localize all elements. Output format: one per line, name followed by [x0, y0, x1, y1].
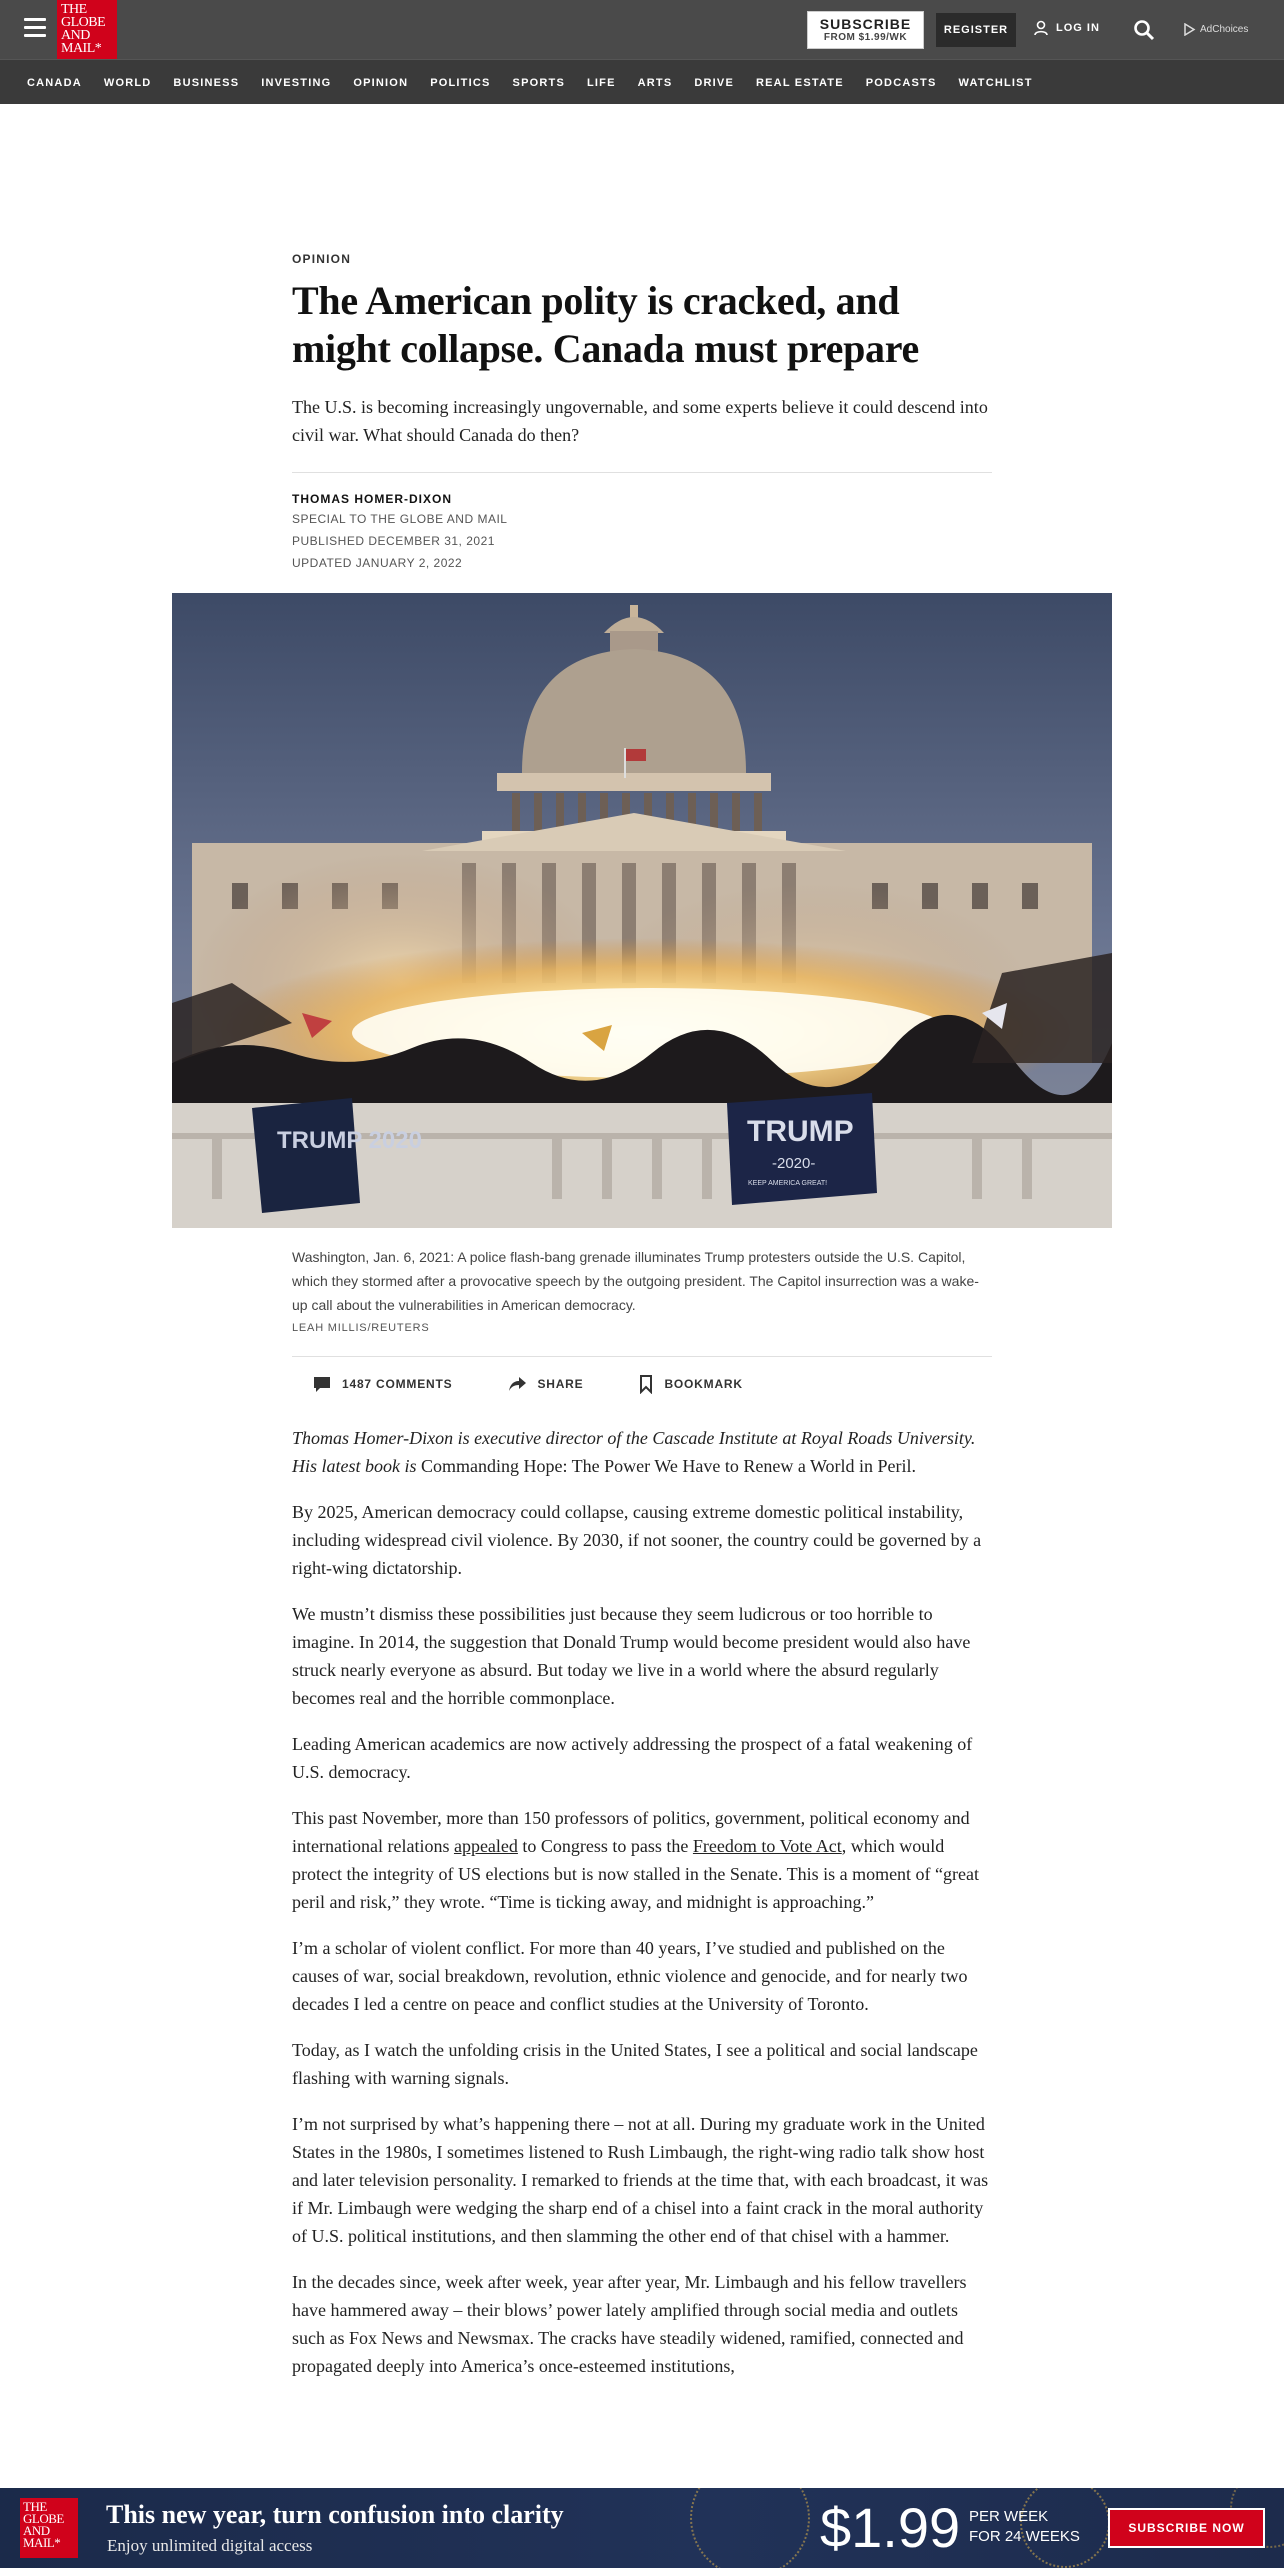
photo-banner-right-text-3: KEEP AMERICA GREAT!: [748, 1180, 828, 1187]
subscribe-now-button[interactable]: SUBSCRIBE NOW: [1108, 2508, 1265, 2548]
nav-item-podcasts[interactable]: PODCASTS: [865, 76, 937, 89]
lead-photo: [172, 593, 1112, 1228]
divider: [292, 1356, 992, 1357]
updated-date: UPDATED JANUARY 2, 2022: [292, 556, 463, 570]
photo-banner-right-text-1: TRUMP: [747, 1115, 854, 1148]
article-kicker[interactable]: OPINION: [292, 252, 352, 266]
nav-item-life[interactable]: LIFE: [586, 76, 616, 89]
share-icon: [507, 1375, 527, 1393]
bookmark-label: BOOKMARK: [664, 1377, 743, 1391]
search-icon[interactable]: [1133, 19, 1155, 41]
nav-item-opinion[interactable]: OPINION: [353, 76, 409, 89]
published-date: PUBLISHED DECEMBER 31, 2021: [292, 534, 495, 548]
bookmark-icon: [638, 1374, 654, 1394]
nav-item-arts[interactable]: ARTS: [637, 76, 673, 89]
bookmark-button[interactable]: [638, 1370, 742, 1398]
site-logo[interactable]: THE GLOBE AND MAIL*: [57, 0, 117, 59]
banner-subtitle: Enjoy unlimited digital access: [107, 2536, 313, 2555]
paragraph: Today, as I watch the unfolding crisis in the United States, I see a political and social landscape flashing with warning signals.: [292, 2040, 978, 2088]
subscribe-price: FROM $1.99/WK: [823, 32, 908, 43]
adchoices-link[interactable]: [1183, 23, 1248, 36]
register-button[interactable]: REGISTER: [936, 13, 1016, 47]
byline: [292, 490, 992, 574]
subscribe-banner[interactable]: [0, 2488, 1284, 2568]
user-icon: [1034, 20, 1048, 36]
section-nav: [0, 59, 1284, 104]
menu-icon[interactable]: [24, 18, 46, 40]
appealed-link[interactable]: appealed: [453, 1836, 518, 1856]
banner-price: $1.99: [820, 2496, 961, 2559]
firework-decoration: [690, 2488, 810, 2568]
article-body: [292, 1424, 992, 2398]
paragraph: Leading American academics are now actively addressing the prospect of a fatal weakening of U.S. democracy.: [292, 1734, 973, 1782]
paragraph: I’m not surprised by what’s happening there – not at all. During my graduate work in the United States in the 1980s, I sometimes listened to Rush Limbaugh, the right-wing radio talk show host and later television personality. I remarked to friends at the time that, with each broadcast, it was if Mr. Limbaugh were wedging the sharp end of a chisel into a faint crack in the moral authority of U.S. political institutions, and then slamming the other end of that chisel with a hammer.: [292, 2114, 989, 2246]
author-affiliation: SPECIAL TO THE GLOBE AND MAIL: [292, 512, 508, 526]
share-button[interactable]: [507, 1370, 583, 1398]
paragraph-text: to Congress to pass the: [517, 1836, 693, 1856]
comment-icon: [312, 1375, 332, 1393]
author-bio-text: Thomas Homer-Dixon is executive director of the Cascade Institute at Royal Roads University. His latest book is: [292, 1428, 976, 1476]
photo-banner-right: [727, 1093, 877, 1205]
nav-item-watchlist[interactable]: WATCHLIST: [958, 76, 1033, 89]
nav-item-business[interactable]: BUSINESS: [173, 76, 240, 89]
photo-credit: LEAH MILLIS/REUTERS: [292, 1322, 430, 1334]
book-title: Commanding Hope: The Power We Have to Renew a World in Peril.: [421, 1456, 917, 1476]
banner-price-terms: [969, 2507, 1080, 2547]
paragraph: In the decades since, week after week, year after year, Mr. Limbaugh and his fellow travellers have hammered away – their blows’ power lately amplified through social media and outlets such as Fox News and Newsmax. The cracks have steadily widened, ramified, connected and propagated deeply into America’s once-esteemed institutions,: [292, 2272, 967, 2376]
nav-item-politics[interactable]: POLITICS: [430, 76, 491, 89]
paragraph: By 2025, American democracy could collapse, causing extreme domestic political instability, including widespread civil violence. By 2030, if not sooner, the country could be governed by a right-wing dictatorship.: [292, 1502, 982, 1578]
freedom-to-vote-act-link[interactable]: Freedom to Vote Act: [692, 1836, 842, 1856]
article-dek: The U.S. is becoming increasingly ungovernable, and some experts believe it could descend into civil war. What should Canada do then?: [292, 397, 988, 445]
login-label: LOG IN: [1056, 22, 1100, 34]
banner-duration: FOR 24 WEEKS: [969, 2528, 1080, 2545]
photo-caption: Washington, Jan. 6, 2021: A police flash-bang grenade illuminates Trump protesters outside the U.S. Capitol, which they stormed after a provocative speech by the outgoing president. The Capitol insurrection was a wake-up call about the vulnerabilities in American democracy.: [292, 1249, 979, 1313]
paragraph-text: This past November, more than 150 professors of politics, government, political economy and international relations: [292, 1808, 970, 1856]
comments-count: 1487 COMMENTS: [342, 1377, 453, 1391]
author-bio: [292, 1424, 992, 1480]
nav-item-canada[interactable]: CANADA: [27, 76, 82, 89]
paragraph: [292, 1804, 992, 1916]
nav-item-drive[interactable]: DRIVE: [694, 76, 734, 89]
subscribe-button[interactable]: [807, 11, 924, 49]
photo-banner-left-text: TRUMP 2020: [277, 1127, 422, 1154]
adchoices-label: AdChoices: [1200, 24, 1249, 35]
banner-per-week: PER WEEK: [969, 2508, 1049, 2525]
login-button[interactable]: [1034, 20, 1100, 36]
banner-logo: THE GLOBE AND MAIL*: [20, 2498, 78, 2558]
nav-item-investing[interactable]: INVESTING: [261, 76, 332, 89]
paragraph: I’m a scholar of violent conflict. For more than 40 years, I’ve studied and published on the causes of war, social breakdown, revolution, ethnic violence and genocide, and for nearly two decades I led a centre on peace and conflict studies at the University of Toronto.: [292, 1938, 968, 2014]
paragraph-text: , which would protect the integrity of US elections but is now stalled in the Senate. This is a moment of “great peril and risk,” they wrote. “Time is ticking away, and midnight is approaching.”: [292, 1836, 980, 1912]
nav-item-real-estate[interactable]: REAL ESTATE: [756, 76, 844, 89]
nav-item-sports[interactable]: SPORTS: [512, 76, 565, 89]
article-headline: The American polity is cracked, and might collapse. Canada must prepare: [292, 278, 919, 371]
banner-title: This new year, turn confusion into clarity: [106, 2500, 564, 2529]
share-label: SHARE: [537, 1377, 584, 1391]
nav-item-world[interactable]: WORLD: [103, 76, 152, 89]
comments-button[interactable]: [312, 1370, 452, 1398]
article-tools: [292, 1370, 992, 1398]
divider: [292, 472, 992, 473]
top-bar: [0, 0, 1284, 59]
adchoices-icon: [1183, 23, 1196, 36]
subscribe-label: SUBSCRIBE: [819, 16, 912, 32]
photo-banner-right-text-2: -2020-: [772, 1155, 816, 1172]
paragraph: We mustn’t dismiss these possibilities just because they seem ludicrous or too horrible to imagine. In 2014, the suggestion that Donald Trump would become president would also have struck nearly everyone as absurd. But today we live in a world where the absurd regularly becomes real and the horrible commonplace.: [292, 1604, 971, 1708]
author-name[interactable]: THOMAS HOMER-DIXON: [292, 492, 452, 506]
